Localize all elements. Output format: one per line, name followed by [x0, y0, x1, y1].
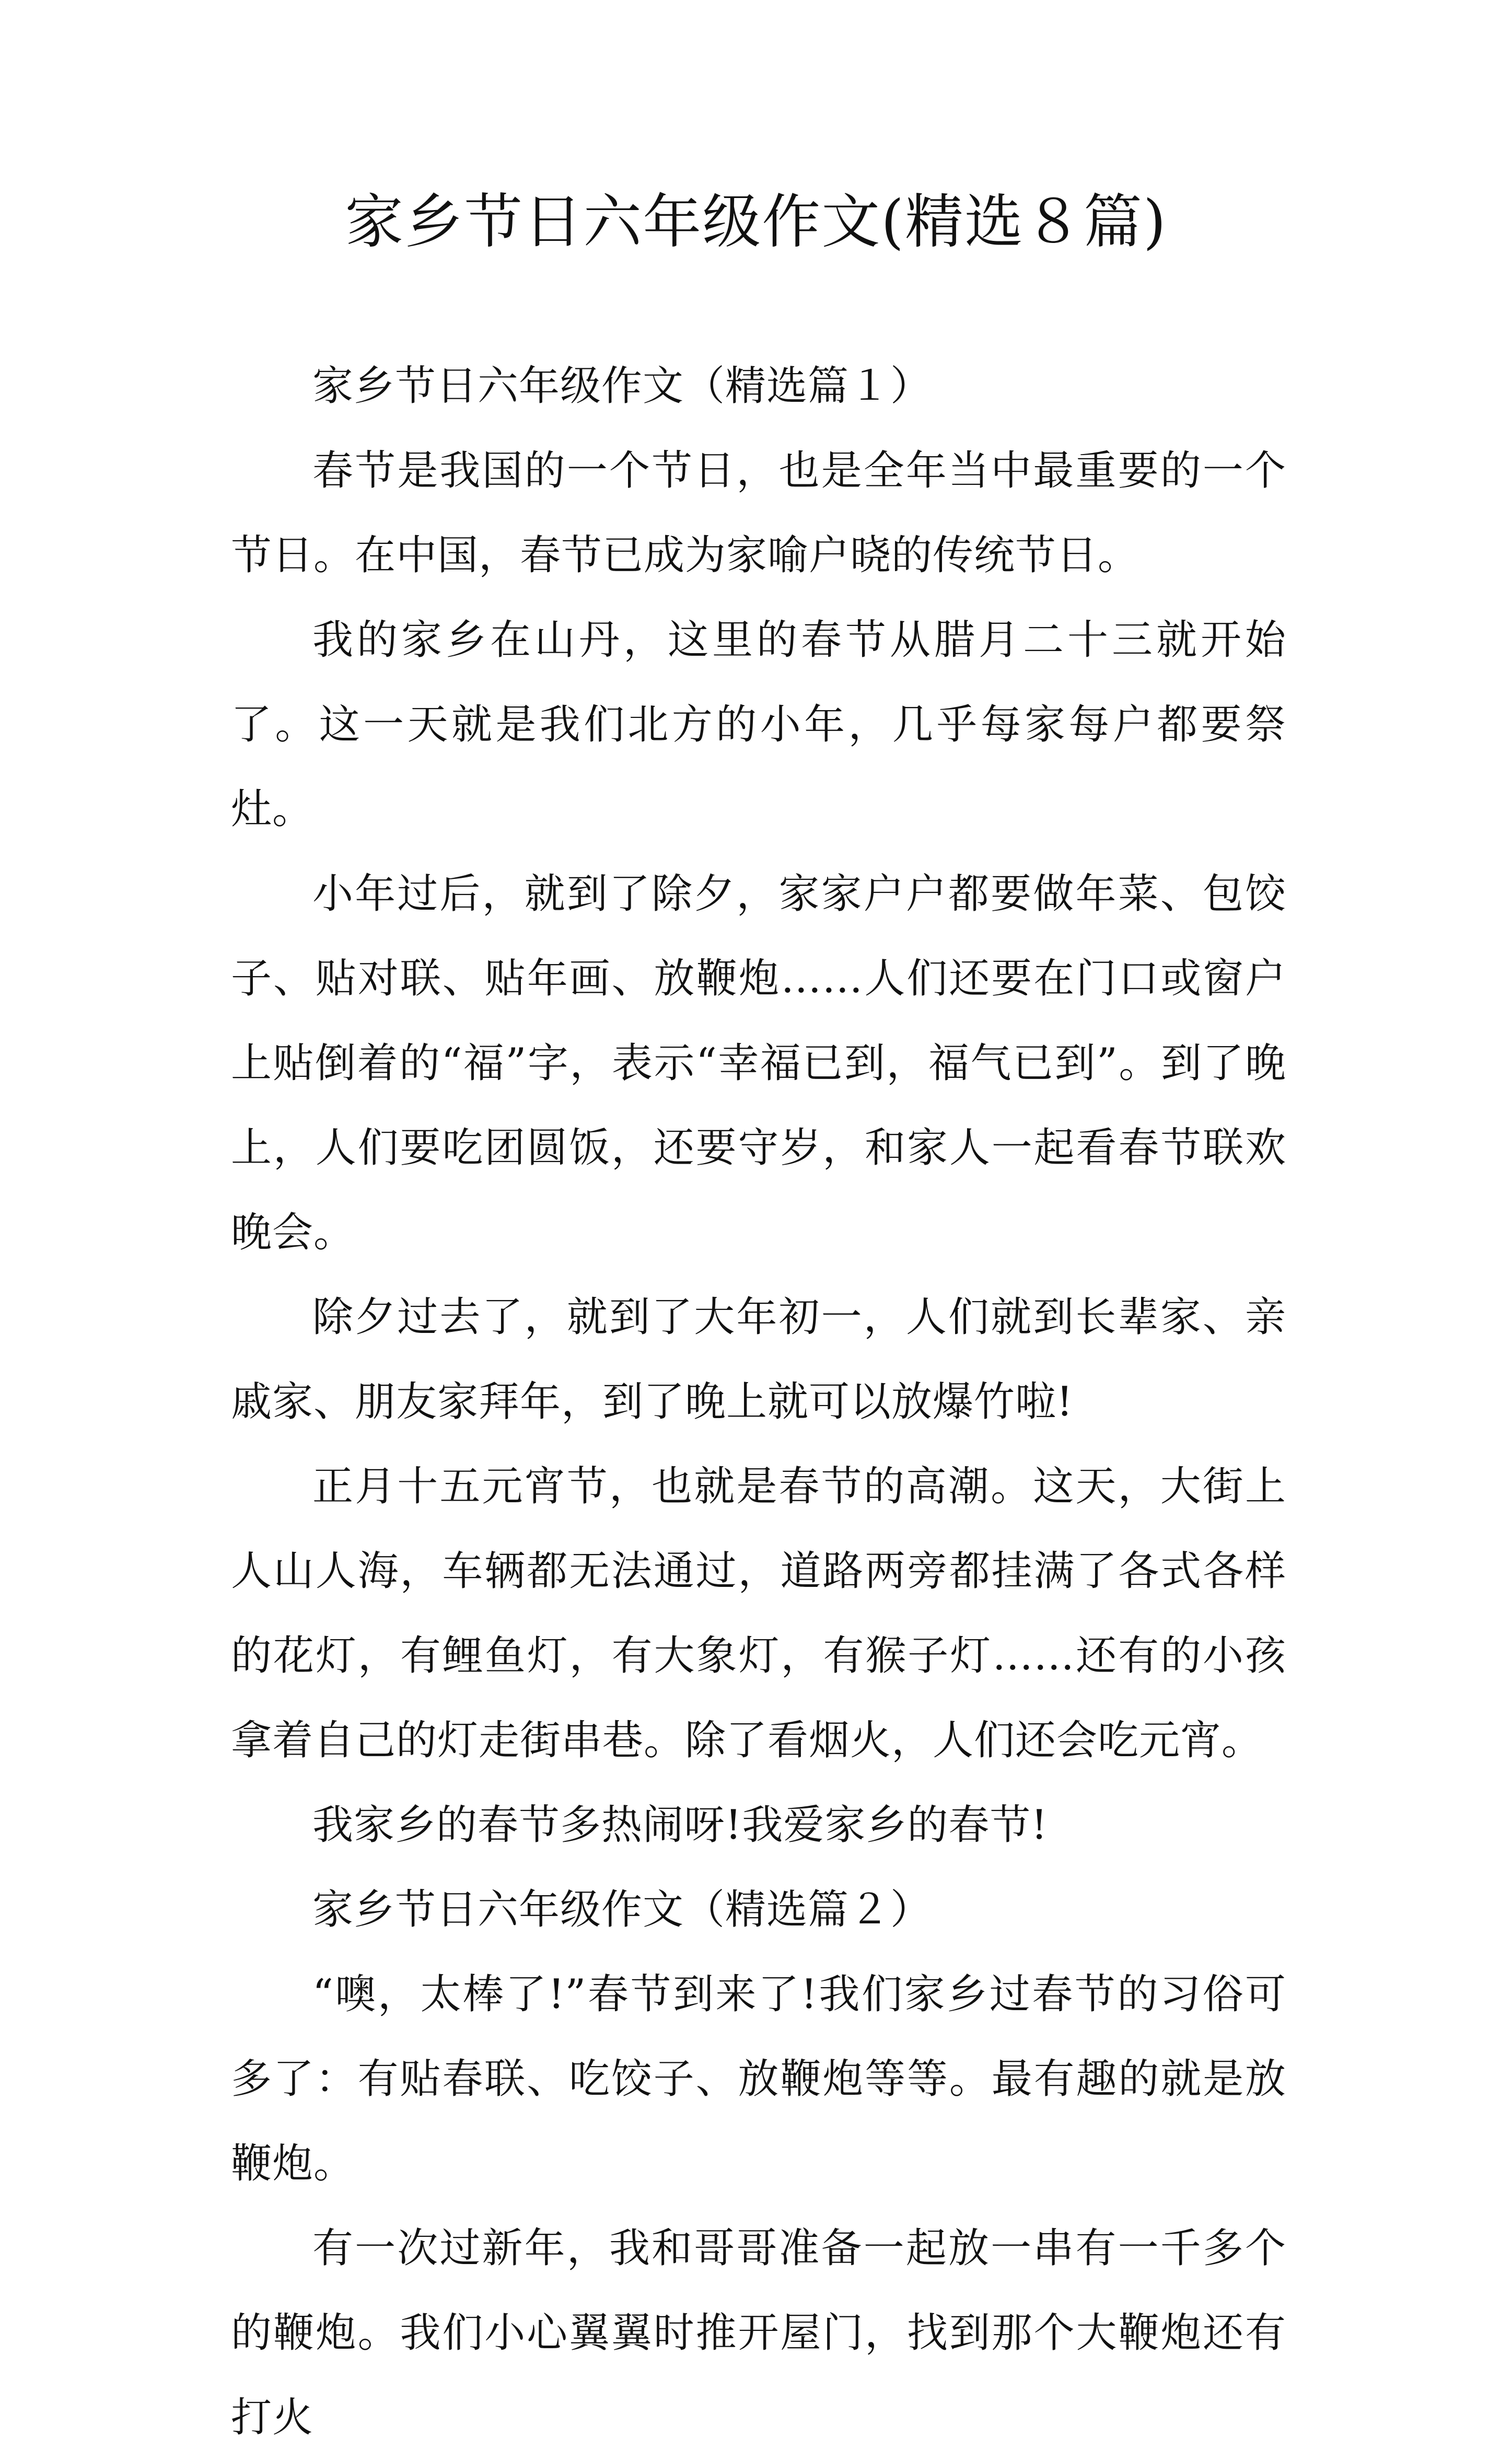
body-paragraph: 正月十五元宵节，也就是春节的高潮。这天，大街上人山人海，车辆都无法通过，道路两旁都挂满了各式各样的花灯，有鲤鱼灯，有大象灯，有猴子灯……还有的小孩拿着自己的灯走街串巷。除了看烟火，人们还会吃元宵。 [231, 1463, 1286, 1764]
essay-heading-2: 家乡节日六年级作文（精选篇２） [312, 1886, 932, 1933]
document-title: 家乡节日六年级作文(精选８篇) [345, 188, 1167, 256]
body-paragraph: 我家乡的春节多热闹呀!我爱家乡的春节! [312, 1802, 1048, 1849]
body-paragraph: 春节是我国的一个节日，也是全年当中最重要的一个节日。在中国，春节已成为家喻户晓的传统节日。 [231, 447, 1286, 579]
document-body [231, 344, 1286, 2460]
essay-heading-1: 家乡节日六年级作文（精选篇１） [312, 363, 932, 410]
body-paragraph: 有一次过新年，我和哥哥准备一起放一串有一千多个的鞭炮。我们小心翼翼时推开屋门，找到那个大鞭炮还有打火 [231, 2225, 1286, 2441]
body-paragraph: 除夕过去了，就到了大年初一，人们就到长辈家、亲戚家、朋友家拜年，到了晚上就可以放爆竹啦! [231, 1294, 1286, 1425]
body-paragraph: 小年过后，就到了除夕，家家户户都要做年菜、包饺子、贴对联、贴年画、放鞭炮……人们还要在门口或窗户上贴倒着的“福”字，表示“幸福已到，福气已到”。到了晚上，人们要吃团圆饭，还要守岁，和家人一起看春节联欢晚会。 [231, 871, 1286, 1256]
body-paragraph: 我的家乡在山丹，这里的春节从腊月二十三就开始了。这一天就是我们北方的小年，几乎每家每户都要祭灶。 [231, 617, 1286, 833]
body-paragraph: “噢，太棒了!”春节到来了!我们家乡过春节的习俗可多了：有贴春联、吃饺子、放鞭炮等等。最有趣的就是放鞭炮。 [231, 1971, 1286, 2187]
